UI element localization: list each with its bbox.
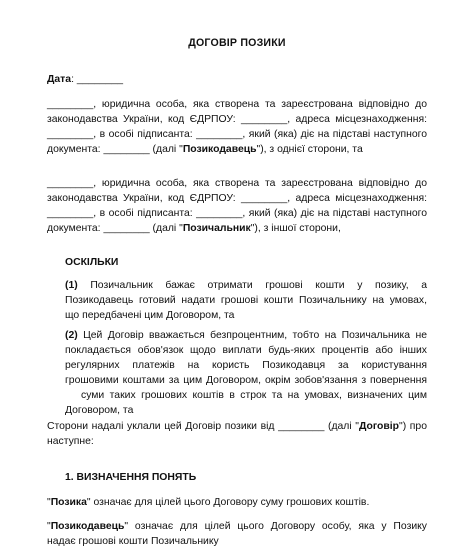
definition-lender-text: " означає для цілей цього Договору особу, яка у Позику — [124, 521, 427, 532]
agreement-line-1-pre: Сторони надалі уклали цей Договір позики від ________ (далі " — [47, 421, 359, 432]
recital-2-line-1 — [65, 328, 427, 343]
definition-lender-line-2: надає грошові кошти Позичальнику — [47, 536, 219, 547]
document-title: ДОГОВІР ПОЗИКИ — [188, 37, 286, 49]
recital-2-line-1-text: Цей Договір вважається безпроцентним, тобто на Позичальника не — [77, 330, 427, 341]
agreement-line-2: наступне: — [47, 436, 94, 447]
lender-term: Позикодавець — [182, 144, 257, 155]
definition-loan-line — [47, 495, 427, 510]
agreement-paragraph — [47, 419, 427, 449]
recital-2-line-5: суми таких грошових коштів в строк та на умовах, визначених цим — [81, 390, 427, 401]
recital-2-line-3: регулярних платежів на користь Позикодавця за користування — [65, 360, 427, 371]
recital-2-number: (2) — [65, 330, 78, 341]
recital-2-line-4: грошовими коштами за цим Договором, окрім зобов'язання з повернення — [65, 375, 427, 386]
party1-line-4 — [47, 142, 427, 157]
party2-line-2: законодавства України, код ЄДРПОУ: ________, адреса місцезнаходження: — [47, 193, 427, 204]
recitals-heading: ОСКІЛЬКИ — [65, 257, 119, 268]
definition-lender-line-1 — [47, 519, 427, 534]
recital-1-line-1 — [65, 278, 427, 293]
agreement-line-1 — [47, 419, 427, 434]
section-1-heading: 1. ВИЗНАЧЕННЯ ПОНЯТЬ — [65, 472, 197, 483]
party1-line-4-post: "), з однієї сторони, та — [256, 144, 363, 155]
recital-1-line-1-text: Позичальник бажає отримати грошові кошти у позику, а — [77, 280, 427, 291]
party2-line-4-pre: документа: ________ (далі " — [47, 223, 183, 234]
party2-line-4-post: "), з іншої сторони, — [250, 223, 341, 234]
definition-lender — [47, 519, 427, 549]
party1-paragraph — [47, 97, 427, 157]
definition-lender-quote: " — [47, 521, 51, 532]
lender-definition-term: Позикодавець — [50, 521, 125, 532]
definition-loan-text: " означає для цілей цього Договору суму грошових коштів. — [86, 497, 370, 508]
party1-line-2: законодавства України, код ЄДРПОУ: ________, адреса місцезнаходження: — [47, 114, 427, 125]
party2-line-3: ________, в особі підписанта: ________, який (яка) діє на підставі наступного — [47, 208, 427, 219]
party2-line-4 — [47, 221, 427, 236]
date-value: : ________ — [71, 74, 124, 85]
party1-line-1: ________, юридична особа, яка створена та зареєстрована відповідно до — [47, 99, 427, 110]
recital-1-line-2: Позикодавець готовий надати грошові кошти Позичальнику на умовах, — [65, 295, 427, 306]
definition-loan — [47, 495, 427, 510]
party2-paragraph — [47, 176, 427, 236]
date-line — [47, 72, 427, 87]
party1-line-3: ________, в особі підписанта: ________, який (яка) діє на підставі наступного — [47, 129, 427, 140]
recital-1 — [65, 278, 427, 323]
party2-line-1: ________, юридична особа, яка створена та зареєстрована відповідно до — [47, 178, 427, 189]
recital-2-line-2: покладається обов'язок щодо виплати будь-яких процентів або інших — [65, 345, 427, 356]
recital-1-number: (1) — [65, 280, 78, 291]
definition-loan-quote: " — [47, 497, 51, 508]
party1-line-4-pre: документа: ________ (далі " — [47, 144, 183, 155]
borrower-term: Позичальник — [182, 223, 251, 234]
agreement-term: Договір — [358, 421, 400, 432]
date-label: Дата — [47, 74, 72, 85]
loan-term: Позика — [50, 497, 87, 508]
agreement-line-1-post: ") про — [399, 421, 427, 432]
recital-2 — [65, 328, 427, 418]
recital-2-line-6: Договором, та — [65, 405, 134, 416]
recital-1-line-3: що передбачені цим Договором, та — [65, 310, 235, 321]
